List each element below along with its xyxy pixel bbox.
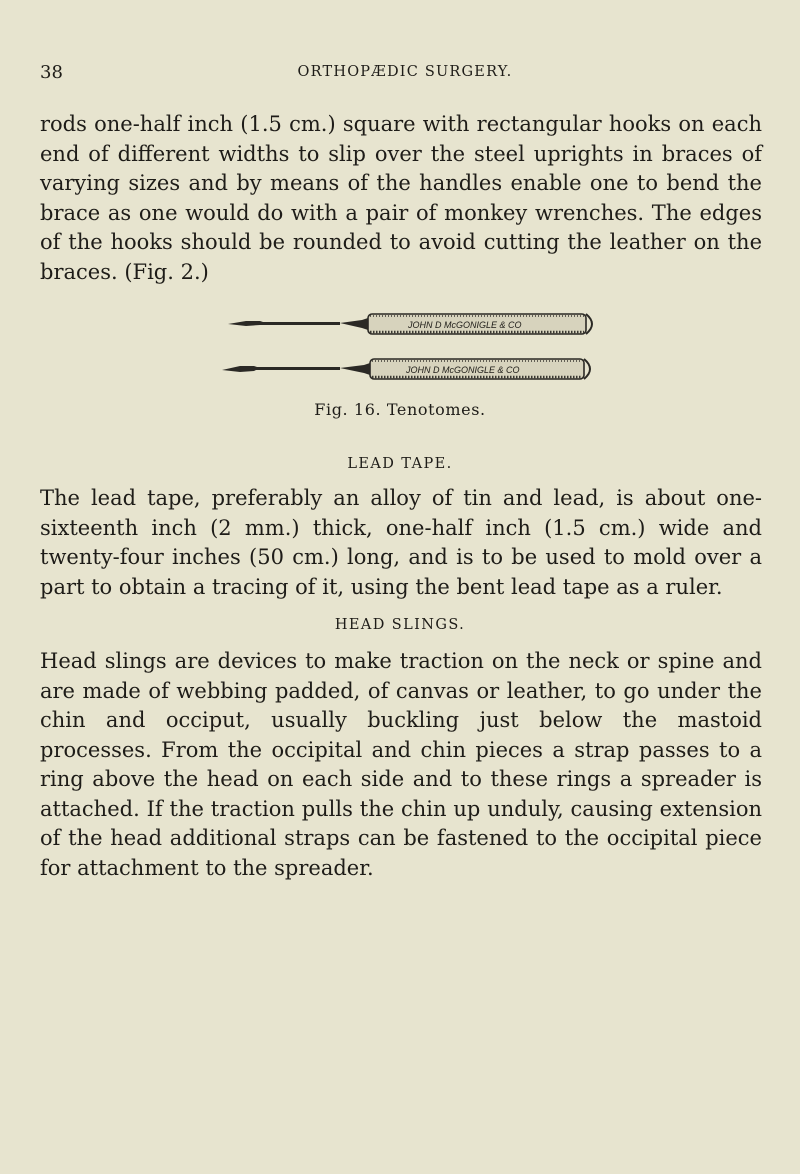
tenotome-1 bbox=[228, 314, 592, 334]
page-header bbox=[40, 60, 770, 90]
tenotome-2-handle-end bbox=[584, 359, 590, 379]
paragraph-lead-tape: The lead tape, preferably an alloy of tin and lead, is about one-sixteenth inch (2 mm.) thick, one-half inch (1.5 cm.) wide and twenty-four inches (50 cm.) long, and is to be used to mold over a part to obtain a tracing of it, using the bent lead tape as a ruler. bbox=[40, 486, 762, 599]
tenotome-1-maker-mark: JOHN D McGONIGLE & CO bbox=[408, 320, 522, 330]
running-head: ORTHOPÆDIC SURGERY. bbox=[297, 64, 513, 80]
tenotome-1-handle-end bbox=[586, 314, 592, 334]
paragraph-rods: rods one-half inch (1.5 cm.) square with rectangular hooks on each end of different widths to slip over the steel uprights in braces of varying sizes and by means of the handles enable one to bend the brace as one would do with a pair of monkey wrenches. The edges of the hooks should be rounded to avoid cutting the leather on the braces. (Fig. 2.) bbox=[40, 112, 762, 284]
tenotome-2-maker-mark: JOHN D McGONIGLE & CO bbox=[406, 365, 520, 375]
tenotome-2-ferrule bbox=[340, 363, 370, 375]
figure-caption: Fig. 16. Tenotomes. bbox=[314, 400, 486, 419]
tenotome-1-shank bbox=[260, 322, 340, 325]
tenotome-2-shank bbox=[254, 367, 340, 370]
tenotome-2 bbox=[222, 359, 590, 379]
page-number: 38 bbox=[40, 62, 63, 83]
heading-head-slings: HEAD SLINGS. bbox=[334, 617, 466, 633]
paragraph-head-slings: Head slings are devices to make traction on the neck or spine and are made of webbing padded, of canvas or leather, to go under the chin and occiput, usually buckling just below the mastoid processes. From the occipital and chin pieces a strap passes to a ring above the head on each side and to these rings a spreader is attached. If the traction pulls the chin up unduly, causing extension of the head additional straps can be fastened to the occipital piece for attachment to the spreader. bbox=[40, 649, 762, 880]
tenotome-1-ferrule bbox=[340, 318, 368, 330]
tenotomes-illustration bbox=[220, 308, 610, 403]
heading-lead-tape: LEAD TAPE. bbox=[347, 456, 453, 472]
